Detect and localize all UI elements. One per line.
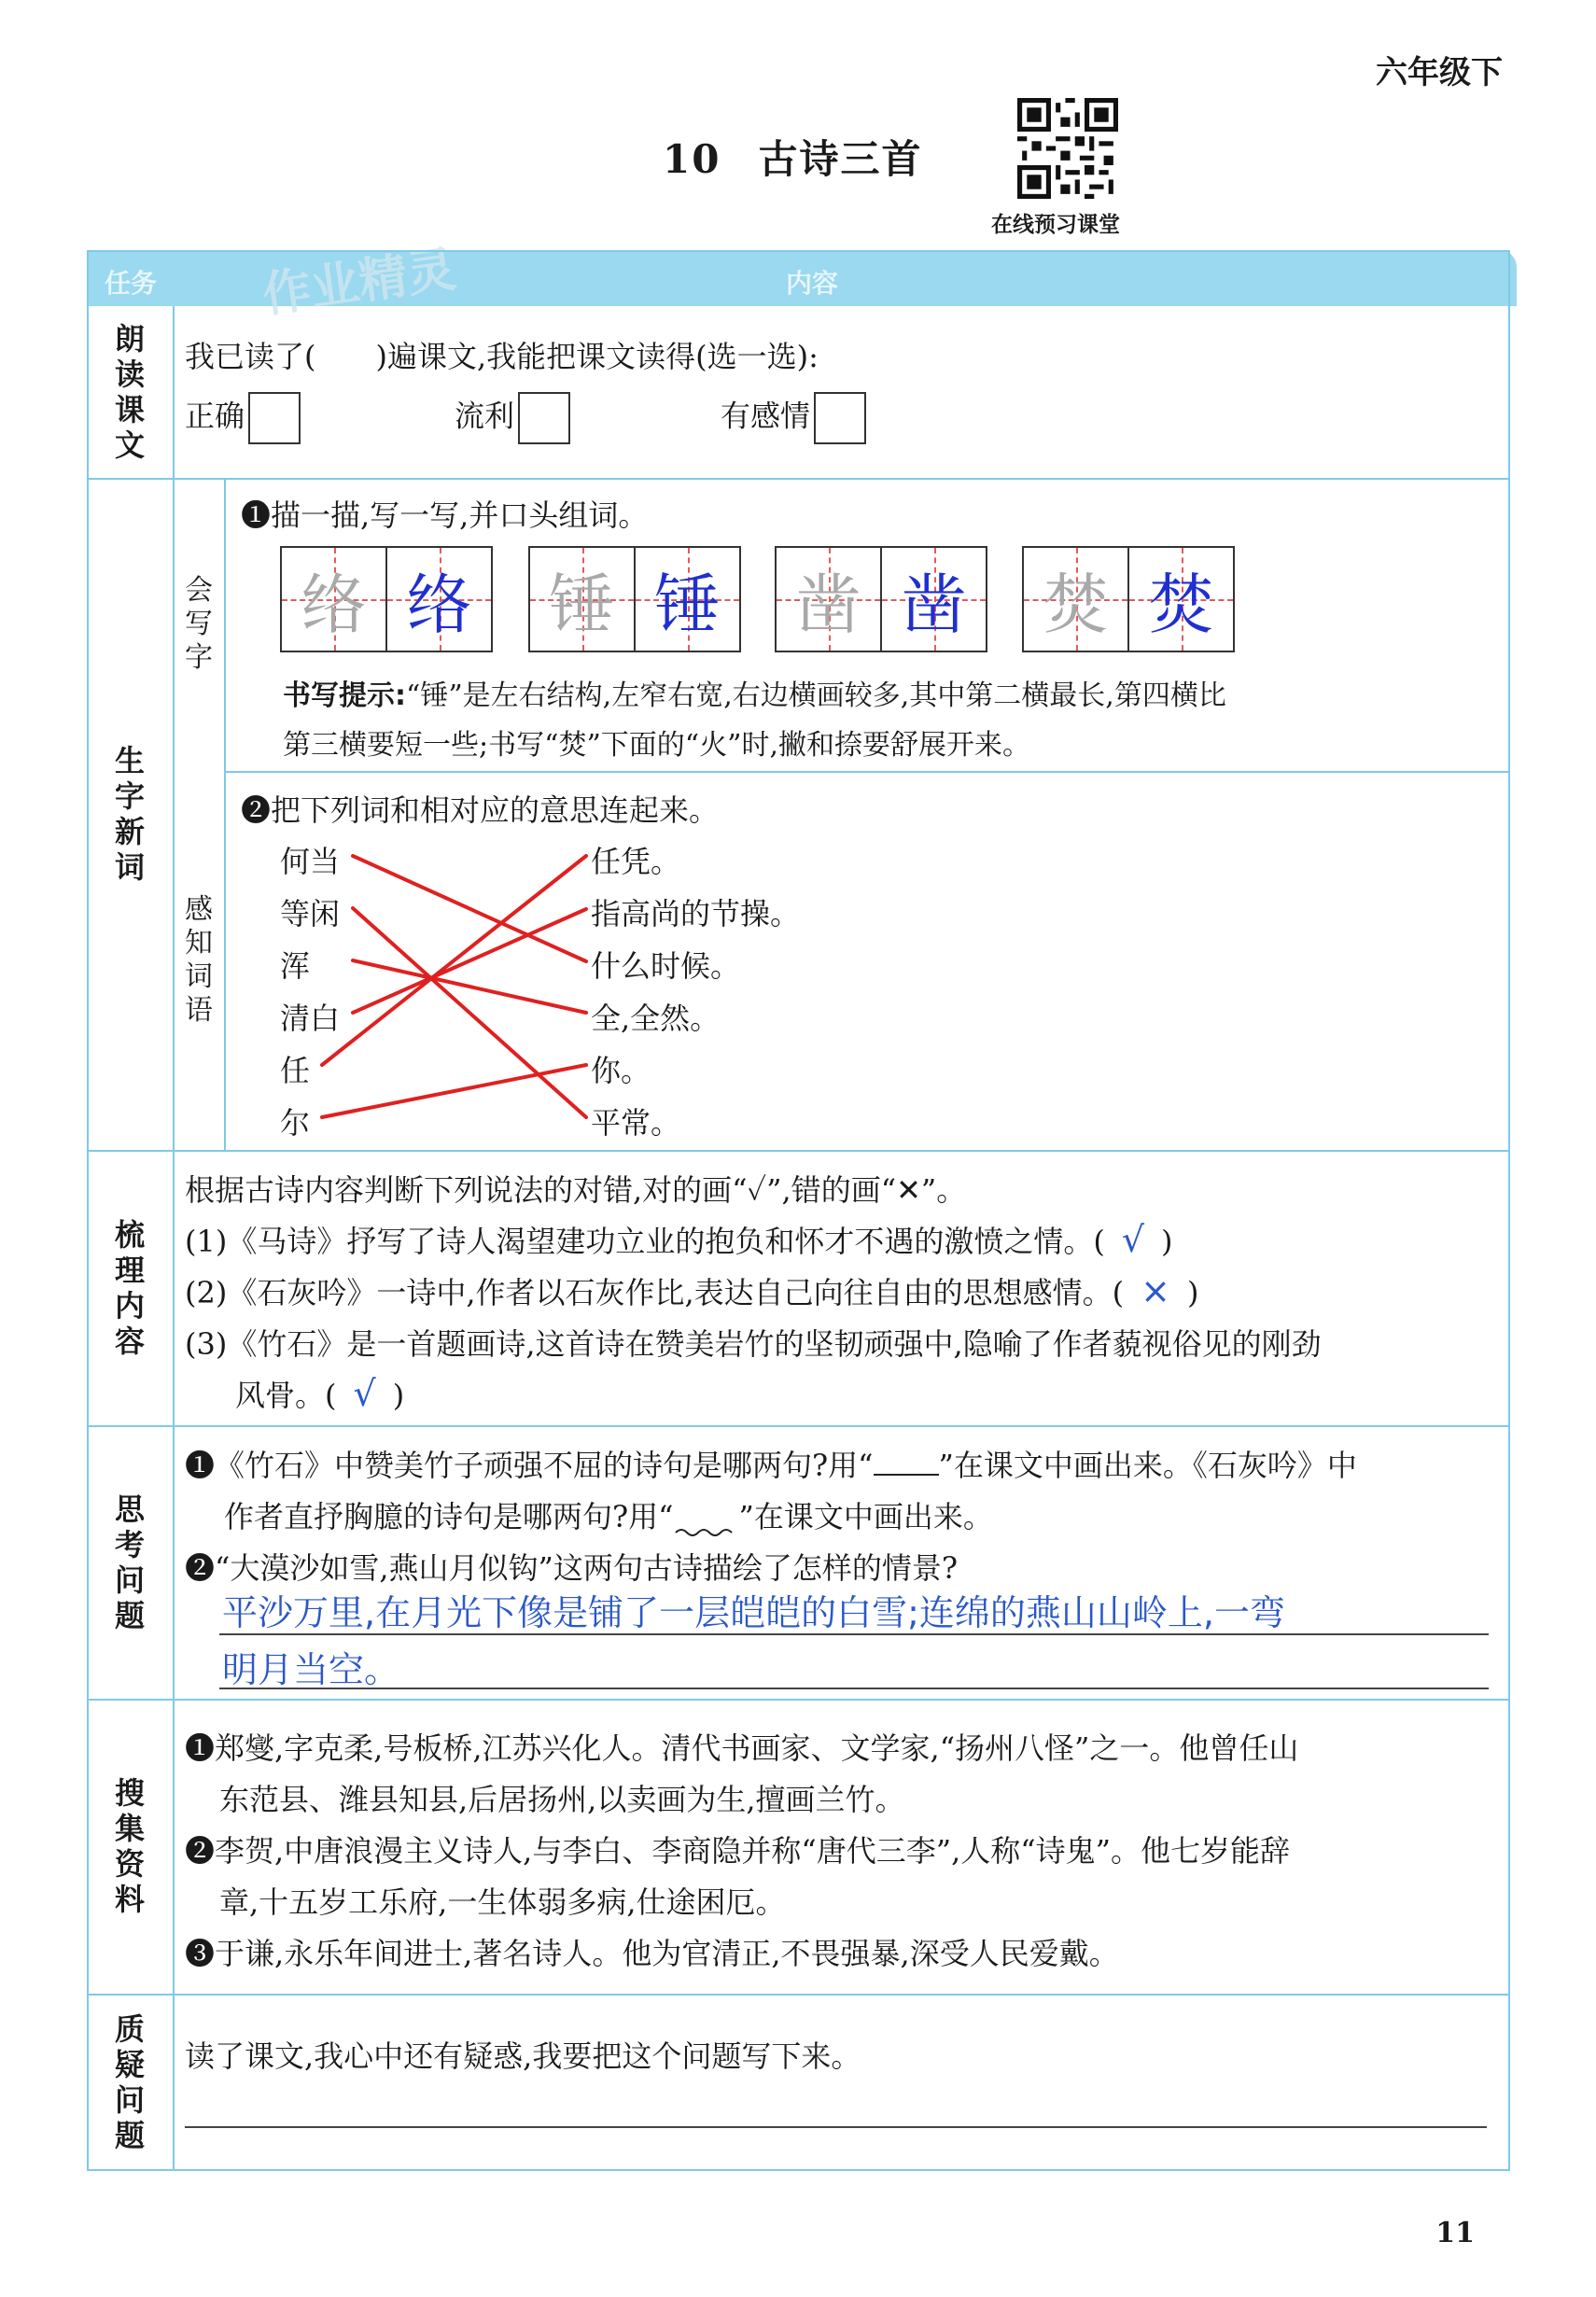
- meaning-renping[interactable]: 任凭。: [591, 844, 681, 879]
- think-q1-line2: 作者直抒胸臆的诗句是哪两句?用“ ”在课文中画出来。: [224, 1499, 993, 1534]
- option-emotional[interactable]: 有感情: [721, 392, 866, 444]
- sub-write-chars: 会 写 字: [185, 574, 213, 674]
- collect-item2-line1: ❷李贺,中唐浪漫主义诗人,与李白、李商隐并称“唐代三李”,人称“诗鬼”。他七岁能辞: [185, 1833, 1290, 1869]
- page-number: 11: [1435, 2217, 1475, 2249]
- sort-q3-line1[interactable]: (3)《竹石》是一首题画诗,这首诗在赞美岩竹的坚韧顽强中,隐喻了作者藐视俗见的刚劲: [185, 1326, 1322, 1362]
- q3-answer: √: [353, 1373, 376, 1414]
- collect-item3: ❸于谦,永乐年间进士,著名诗人。他为官清正,不畏强暴,深受人民爱戴。: [185, 1936, 1119, 1971]
- write-title: ❶描一描,写一写,并口头组词。: [241, 497, 649, 533]
- think-q1-line1: ❶《竹石》中赞美竹子顽强不屈的诗句是哪两句?用“ ”在课文中画出来。《石灰吟》中: [185, 1448, 1357, 1483]
- sort-q3-line2[interactable]: 风骨。( √ ): [235, 1373, 405, 1414]
- category-collect: 搜 集 资 料: [114, 1775, 145, 1917]
- header-task: 任务: [104, 268, 157, 299]
- match-title: ❷把下列词和相对应的意思连起来。: [241, 792, 720, 828]
- option-fluent[interactable]: 流利: [455, 392, 570, 444]
- question-answer-line[interactable]: [185, 2126, 1487, 2128]
- question-prompt: 读了课文,我心中还有疑惑,我要把这个问题写下来。: [185, 2038, 861, 2074]
- lesson-title-text: 古诗三首: [758, 136, 923, 182]
- meaning-jiecao[interactable]: 指高尚的节操。: [591, 896, 801, 931]
- answer-line: [219, 1688, 1489, 1689]
- q1-answer: √: [1121, 1219, 1145, 1260]
- lesson-number: 10: [663, 136, 721, 182]
- meaning-pingchang[interactable]: 平常。: [591, 1105, 681, 1141]
- category-vocab: 生 字 新 词: [114, 743, 145, 885]
- word-er[interactable]: 尔: [280, 1105, 311, 1141]
- char-grid-zao[interactable]: 凿 凿: [775, 546, 987, 652]
- qr-label: 在线预习课堂: [991, 213, 1120, 237]
- match-line-hun: [353, 960, 586, 1013]
- match-line-qingbai: [353, 909, 586, 1013]
- think-answer-line2[interactable]: 明月当空。: [222, 1649, 400, 1690]
- match-line-hedang: [353, 856, 586, 961]
- q2-answer: ×: [1141, 1270, 1171, 1311]
- think-answer-line1[interactable]: 平沙万里,在月光下像是铺了一层皑皑的白雪;连绵的燕山山岭上,一弯: [222, 1592, 1285, 1633]
- writing-tip-line2: 第三横要短一些;书写“焚”下面的“火”时,撇和捺要舒展开来。: [283, 729, 1030, 762]
- sort-q1[interactable]: (1)《马诗》抒写了诗人渴望建功立业的抱负和怀才不遇的激愤之情。( √ ): [185, 1219, 1173, 1260]
- collect-item2-line2: 章,十五岁工乐府,一生体弱多病,仕途困厄。: [219, 1884, 786, 1920]
- category-reading: 朗 读 课 文: [114, 321, 145, 463]
- match-line-er: [322, 1065, 586, 1117]
- category-question: 质 疑 问 题: [114, 2011, 145, 2153]
- grade-label: 六年级下: [1376, 54, 1503, 91]
- word-ren[interactable]: 任: [280, 1053, 311, 1088]
- word-dengxian[interactable]: 等闲: [280, 896, 341, 931]
- collect-item1-line2: 东范县、潍县知县,后居扬州,以卖画为生,擅画兰竹。: [219, 1782, 905, 1817]
- match-line-ren: [322, 856, 586, 1065]
- watermark: 作业精灵: [259, 241, 459, 325]
- char-grid-luo[interactable]: 络 络: [280, 546, 493, 652]
- think-q2: ❷“大漠沙如雪,燕山月似钩”这两句古诗描绘了怎样的情景?: [185, 1550, 959, 1586]
- wavy-underline-sample: [674, 1508, 739, 1536]
- meaning-ni[interactable]: 你。: [591, 1053, 651, 1088]
- char-grid-fen[interactable]: 焚 焚: [1022, 546, 1235, 652]
- header-content: 内容: [785, 268, 838, 299]
- char-grid-chui[interactable]: 锤 锤: [528, 546, 741, 652]
- row-divider: [87, 1425, 1510, 1427]
- word-hun[interactable]: 浑: [280, 948, 311, 984]
- sort-intro: 根据古诗内容判断下列说法的对错,对的画“✓”,错的画“✕”。: [185, 1172, 967, 1208]
- reading-count-line: 我已读了( )遍课文,我能把课文读得(选一选):: [185, 339, 819, 374]
- option-correct[interactable]: 正确: [185, 392, 301, 444]
- row-divider: [87, 1994, 1510, 1996]
- meaning-shenme-shihou[interactable]: 什么时候。: [591, 948, 741, 984]
- answer-line: [219, 1633, 1489, 1635]
- word-hedang[interactable]: 何当: [280, 844, 341, 879]
- sort-q2[interactable]: (2)《石灰吟》一诗中,作者以石灰作比,表达自己向往自由的思想感情。( × ): [185, 1270, 1199, 1311]
- category-think: 思 考 问 题: [114, 1491, 145, 1633]
- meaning-quanran[interactable]: 全,全然。: [591, 1001, 721, 1036]
- word-qingbai[interactable]: 清白: [280, 1001, 341, 1036]
- writing-tip-line1: 书写提示:“锤”是左右结构,左窄右宽,右边横画较多,其中第二横最长,第四横比: [283, 679, 1226, 712]
- collect-item1-line1: ❶郑燮,字克柔,号板桥,江苏兴化人。清代书画家、文学家,“扬州八怪”之一。他曾任山: [185, 1730, 1299, 1766]
- sub-perceive-words: 感 知 词 语: [185, 893, 213, 1027]
- row-divider: [87, 1699, 1510, 1701]
- straight-underline-sample: [874, 1446, 939, 1476]
- category-sort: 梳 理 内 容: [114, 1216, 145, 1359]
